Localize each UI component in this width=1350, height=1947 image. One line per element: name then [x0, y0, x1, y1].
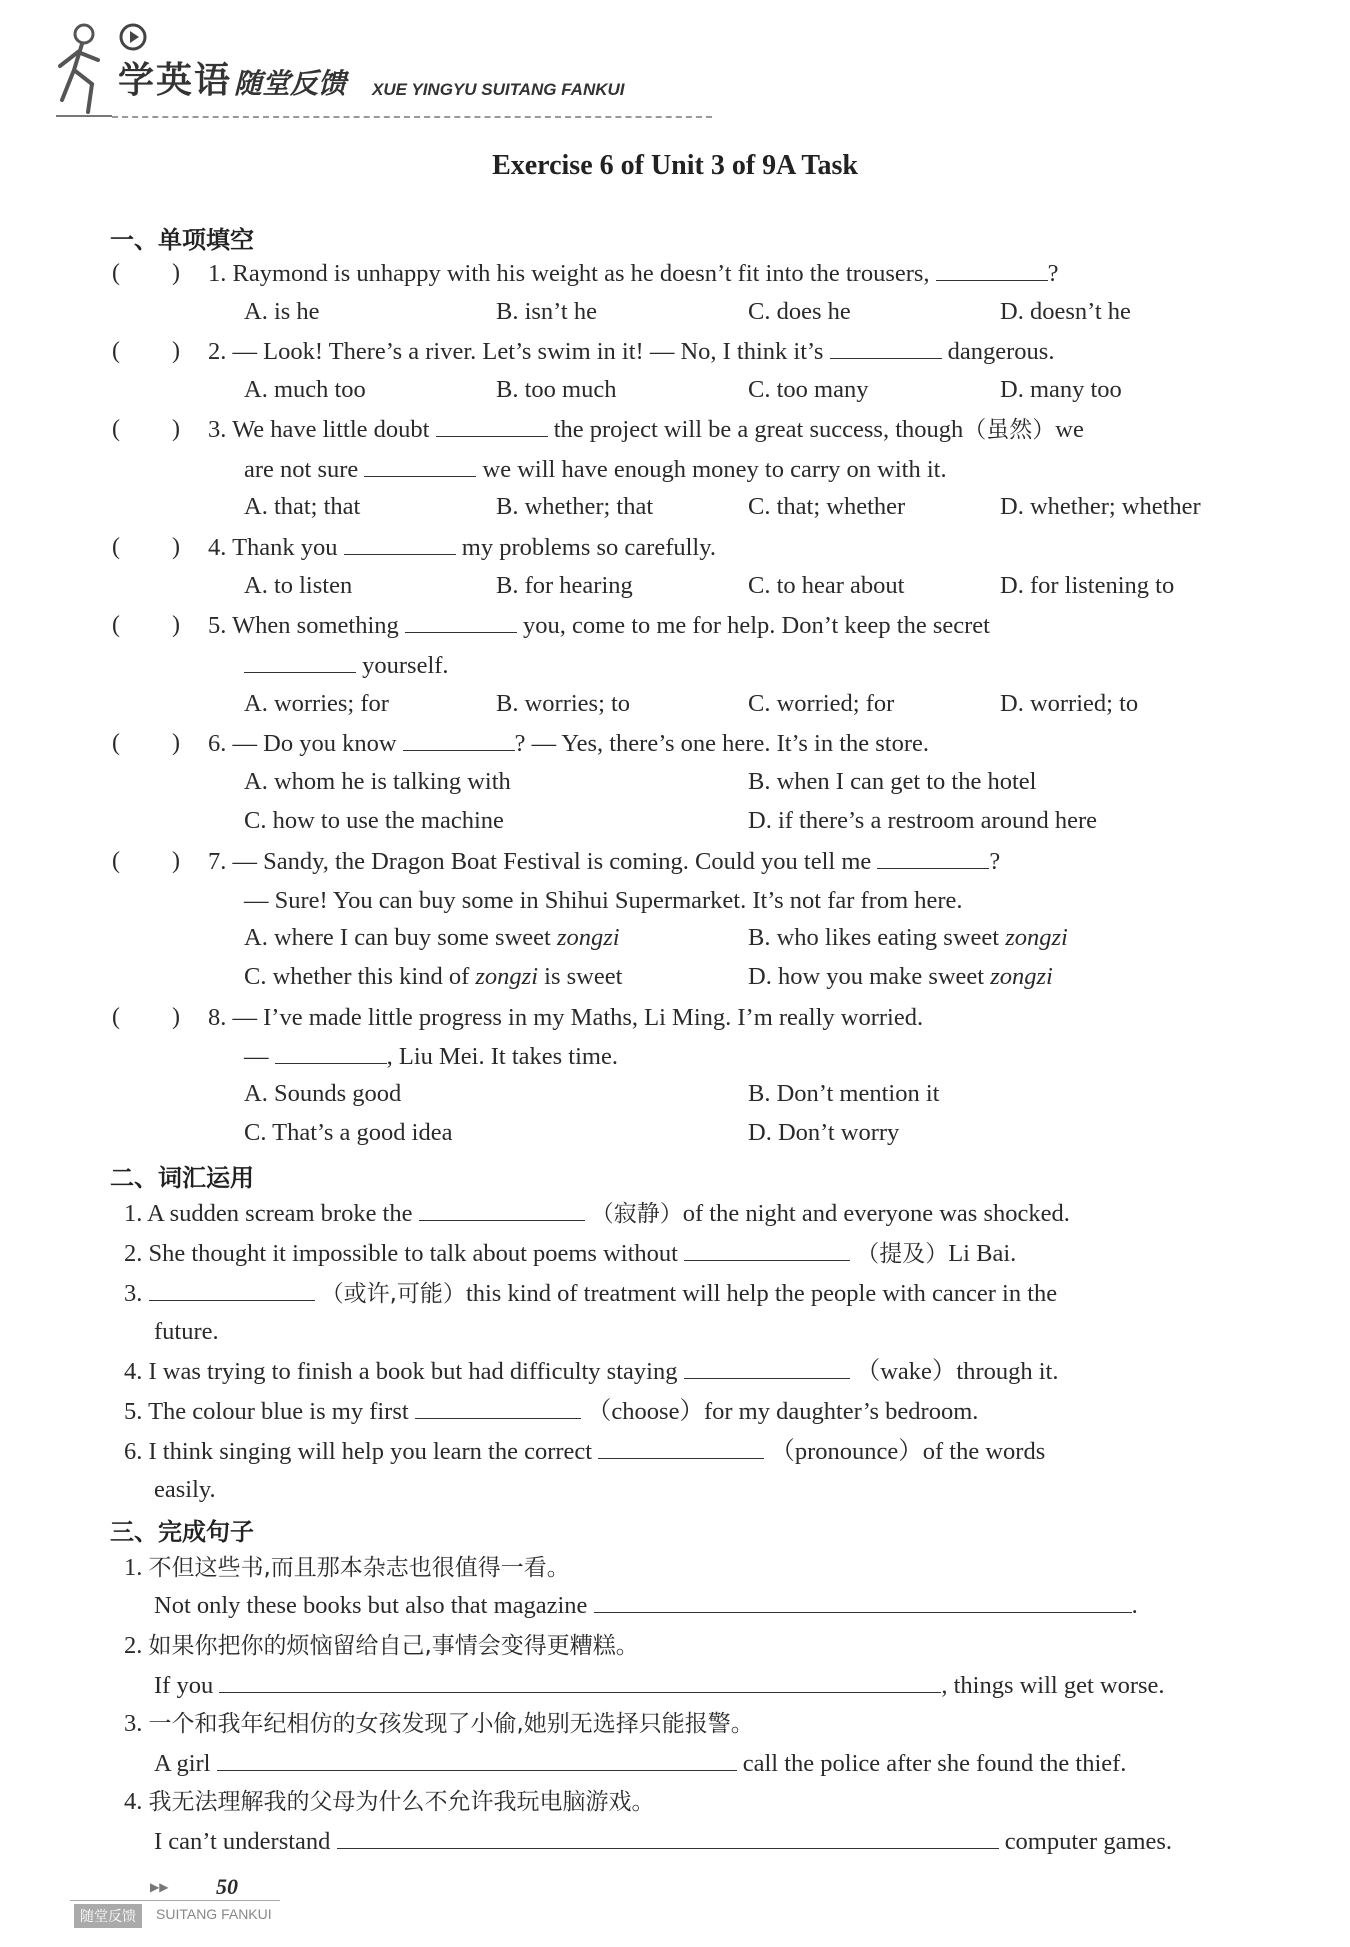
question-stem: — I’ve made little progress in my Maths, Li Ming. I’m really worried.: [232, 1004, 924, 1031]
brand-pinyin: XUE YINGYU SUITANG FANKUI: [372, 80, 625, 99]
option-italic: zongzi: [1005, 924, 1068, 951]
footer-tag-pinyin: SUITANG FANKUI: [156, 1906, 272, 1922]
vocab-item-5: [124, 1396, 978, 1428]
chinese-hint: （寂静）: [590, 1201, 683, 1227]
question-stem: you, come to me for help. Don’t keep the secret: [523, 612, 990, 639]
answer-paren-7: ( ): [112, 848, 180, 874]
answer-blank: [830, 336, 942, 359]
sentence-3-prompt: [124, 1708, 754, 1740]
question-7: [208, 846, 1000, 878]
option-a: [244, 924, 620, 952]
option-a: A. is he: [244, 298, 320, 325]
item-text: Li Bai.: [948, 1240, 1017, 1267]
item-number: 2.: [124, 1632, 143, 1659]
item-number: 3.: [124, 1280, 143, 1307]
option-a: A. to listen: [244, 572, 353, 599]
question-number: 8.: [208, 1004, 227, 1031]
question-6: [208, 728, 929, 760]
question-end: ?: [1047, 260, 1059, 287]
item-text: I can’t understand: [154, 1828, 331, 1855]
option-c: C. that; whether: [748, 493, 906, 520]
answer-paren-6: ( ): [112, 730, 180, 756]
question-4: [208, 532, 716, 564]
option-a: A. worries; for: [244, 690, 389, 717]
answer-paren-4: ( ): [112, 534, 180, 560]
play-icon: [118, 22, 148, 52]
option-c: C. to hear about: [748, 572, 905, 599]
question-number: 1.: [208, 260, 227, 287]
sentence-4-prompt: [124, 1786, 655, 1818]
answer-blank: [419, 1198, 585, 1221]
option-c: C. worried; for: [748, 690, 895, 717]
question-stem: Thank you: [232, 534, 338, 561]
option-d: D. if there’s a restroom around here: [748, 807, 1097, 834]
option-c: C. That’s a good idea: [244, 1119, 453, 1146]
item-text: A sudden scream broke the: [147, 1200, 413, 1227]
answer-blank: [877, 846, 989, 869]
option-text: C. whether this kind of: [244, 963, 470, 990]
option-italic: zongzi: [990, 963, 1053, 990]
item-text: Not only these books but also that magazine: [154, 1592, 588, 1619]
item-number: 3.: [124, 1710, 143, 1737]
question-end: dangerous.: [947, 338, 1055, 365]
chinese-prompt: 我无法理解我的父母为什么不允许我玩电脑游戏。: [148, 1789, 655, 1815]
option-b: [748, 924, 1068, 952]
answer-line: [594, 1590, 1132, 1613]
answer-paren-1: ( ): [112, 260, 180, 286]
question-stem: —: [244, 1043, 269, 1070]
question-number: 4.: [208, 534, 227, 561]
item-text: The colour blue is my first: [148, 1398, 409, 1425]
answer-paren-5: ( ): [112, 612, 180, 638]
page-number: 50: [216, 1874, 238, 1899]
option-d: D. many too: [1000, 376, 1122, 403]
question-stem: are not sure: [244, 456, 359, 483]
answer-blank: [436, 414, 548, 437]
answer-blank: [405, 610, 517, 633]
vocab-item-1: [124, 1198, 1070, 1230]
answer-blank: [598, 1436, 764, 1459]
question-number: 3.: [208, 416, 227, 443]
option-text: is sweet: [544, 963, 623, 990]
option-d: D. worried; to: [1000, 690, 1139, 717]
item-number: 1.: [124, 1554, 143, 1581]
footer-tag: 随堂反馈: [74, 1904, 142, 1928]
item-number: 4.: [124, 1788, 143, 1815]
answer-blank: [415, 1396, 581, 1419]
footer-divider: [70, 1900, 280, 1901]
option-text: A. where I can buy some sweet: [244, 924, 551, 951]
sentence-2-answer: [154, 1670, 1165, 1702]
option-c: C. how to use the machine: [244, 807, 504, 834]
question-number: 2.: [208, 338, 227, 365]
question-3: [208, 414, 1084, 446]
section-heading-1: 一、单项填空: [110, 226, 254, 254]
question-stem: When something: [232, 612, 399, 639]
brand-subtitle: 随堂反馈: [234, 67, 347, 100]
option-text: D. how you make sweet: [748, 963, 985, 990]
runner-logo-icon: [52, 20, 122, 120]
item-text: , things will get worse.: [941, 1672, 1165, 1699]
question-8-line-2: [244, 1041, 618, 1073]
question-stem: my problems so carefully.: [461, 534, 717, 561]
question-3-line-2: [244, 454, 947, 486]
question-stem: we: [1055, 416, 1084, 443]
item-text: .: [1131, 1592, 1138, 1619]
option-d: D. whether; whether: [1000, 493, 1201, 520]
vocab-item-3: [124, 1278, 1057, 1310]
option-c: [244, 963, 622, 991]
option-d: D. Don’t worry: [748, 1119, 900, 1146]
item-number: 4.: [124, 1358, 143, 1385]
question-stem: — Look! There’s a river. Let’s swim in it! — No, I think it’s: [232, 338, 824, 365]
vocab-item-6-line-2: easily.: [154, 1476, 216, 1503]
answer-paren-2: ( ): [112, 338, 180, 364]
item-text: If you: [154, 1672, 214, 1699]
option-d: [748, 963, 1053, 991]
sentence-1-prompt: [124, 1552, 570, 1584]
question-number: 6.: [208, 730, 227, 757]
answer-blank: [344, 532, 456, 555]
chinese-hint: （提及）: [856, 1241, 949, 1267]
question-stem: we will have enough money to carry on with it.: [482, 456, 947, 483]
answer-paren-8: ( ): [112, 1004, 180, 1030]
item-text: this kind of treatment will help the people with cancer in the: [465, 1280, 1058, 1307]
sentence-4-answer: [154, 1826, 1172, 1858]
section-heading-3: 三、完成句子: [110, 1518, 254, 1546]
item-text: She thought it impossible to talk about poems without: [148, 1240, 678, 1267]
option-a: A. Sounds good: [244, 1080, 402, 1107]
option-b: B. whether; that: [496, 493, 654, 520]
answer-blank: [684, 1238, 850, 1261]
chinese-prompt: 如果你把你的烦恼留给自己,事情会变得更糟糕。: [148, 1633, 639, 1659]
option-c: C. too many: [748, 376, 869, 403]
item-text: call the police after she found the thief.: [742, 1750, 1127, 1777]
answer-paren-3: ( ): [112, 416, 180, 442]
option-c: C. does he: [748, 298, 851, 325]
answer-line: [217, 1748, 737, 1771]
item-number: 6.: [124, 1438, 143, 1465]
option-b: B. too much: [496, 376, 617, 403]
item-text: （choose）for my daughter’s bedroom.: [586, 1398, 979, 1425]
question-number: 7.: [208, 848, 227, 875]
option-b: B. isn’t he: [496, 298, 597, 325]
option-d: D. doesn’t he: [1000, 298, 1131, 325]
option-a: A. whom he is talking with: [244, 768, 511, 795]
question-stem: We have little doubt: [232, 416, 430, 443]
vocab-item-6: [124, 1436, 1045, 1468]
option-b: B. for hearing: [496, 572, 633, 599]
answer-blank: [149, 1278, 315, 1301]
item-number: 2.: [124, 1240, 143, 1267]
answer-line: [219, 1670, 941, 1693]
vocab-item-4: [124, 1356, 1058, 1388]
item-number: 1.: [124, 1200, 143, 1227]
item-text: of the night and everyone was shocked.: [682, 1200, 1070, 1227]
question-8: [208, 1002, 923, 1034]
answer-blank: [275, 1041, 387, 1064]
question-7-line-2: — Sure! You can buy some in Shihui Supermarket. It’s not far from here.: [244, 887, 963, 914]
answer-blank: [936, 258, 1048, 281]
option-b: B. Don’t mention it: [748, 1080, 940, 1107]
question-stem: — Do you know: [232, 730, 397, 757]
answer-blank: [403, 728, 515, 751]
brand-title: 学英语: [118, 60, 233, 101]
question-end: ?: [989, 848, 1001, 875]
item-number: 5.: [124, 1398, 143, 1425]
item-text: （pronounce）of the words: [770, 1438, 1046, 1465]
item-text: I was trying to finish a book but had difficulty staying: [148, 1358, 678, 1385]
option-text: B. who likes eating sweet: [748, 924, 1000, 951]
option-b: B. worries; to: [496, 690, 631, 717]
question-stem: , Liu Mei. It takes time.: [386, 1043, 618, 1070]
section-heading-2: 二、词汇运用: [110, 1164, 254, 1192]
answer-blank: [684, 1356, 850, 1379]
answer-blank: [364, 454, 476, 477]
question-5: [208, 610, 990, 642]
question-stem: yourself.: [362, 652, 449, 679]
sentence-1-answer: [154, 1590, 1138, 1622]
item-text: computer games.: [1004, 1828, 1173, 1855]
vocab-item-3-line-2: future.: [154, 1318, 219, 1345]
chinese-prompt: 不但这些书,而且那本杂志也很值得一看。: [148, 1555, 570, 1581]
page-title: Exercise 6 of Unit 3 of 9A Task: [492, 150, 858, 181]
chinese-hint: （虽然）: [963, 417, 1056, 443]
item-text: （wake）through it.: [855, 1358, 1059, 1385]
chinese-prompt: 一个和我年纪相仿的女孩发现了小偷,她别无选择只能报警。: [148, 1711, 754, 1737]
double-arrow-icon: ▶▶: [150, 1880, 169, 1894]
question-1: [208, 258, 1059, 290]
chinese-hint: （或许,可能）: [320, 1281, 466, 1307]
header-banner: [52, 14, 692, 124]
option-italic: zongzi: [556, 924, 620, 951]
option-a: A. much too: [244, 376, 366, 403]
option-a: A. that; that: [244, 493, 361, 520]
answer-line: [337, 1826, 999, 1849]
question-5-line-2: [244, 650, 449, 682]
item-text: A girl: [154, 1750, 211, 1777]
sentence-3-answer: [154, 1748, 1126, 1780]
item-text: I think singing will help you learn the correct: [148, 1438, 593, 1465]
question-stem: the project will be a great success, though: [553, 416, 964, 443]
question-stem: — Sandy, the Dragon Boat Festival is coming. Could you tell me: [232, 848, 872, 875]
question-stem: Raymond is unhappy with his weight as he doesn’t fit into the trousers,: [232, 260, 930, 287]
header-divider: [112, 116, 712, 118]
option-b: B. when I can get to the hotel: [748, 768, 1037, 795]
question-number: 5.: [208, 612, 227, 639]
question-stem: ? — Yes, there’s one here. It’s in the store.: [514, 730, 930, 757]
sentence-2-prompt: [124, 1630, 639, 1662]
question-2: [208, 336, 1054, 368]
option-d: D. for listening to: [1000, 572, 1175, 599]
vocab-item-2: [124, 1238, 1016, 1270]
option-italic: zongzi: [475, 963, 539, 990]
answer-blank: [244, 650, 356, 673]
